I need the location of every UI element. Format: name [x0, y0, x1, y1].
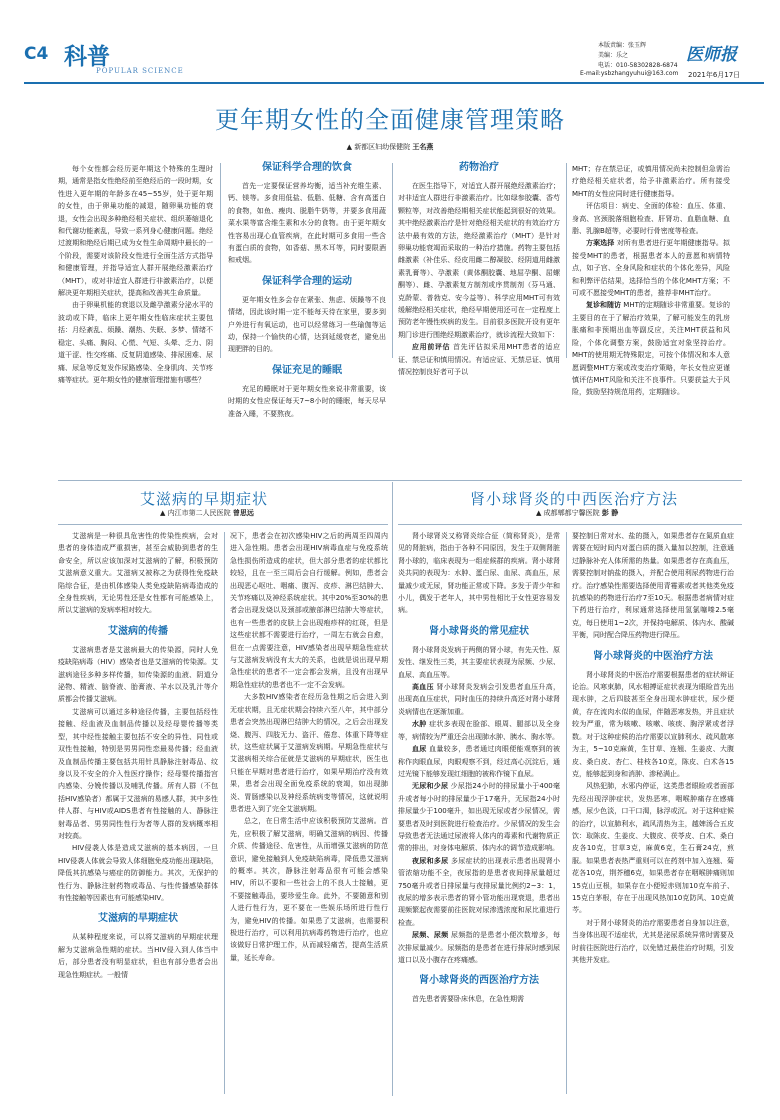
keyword: 方案选择 — [586, 239, 615, 248]
paragraph: 况下，患者会在初次感染HIV之后的两周至四周内进入急性期。患者会出现HIV病毒血症与免疫系统急性损伤所造成的症状，但大部分患者的症状都比较轻，且在一至三周后会自行缓解。例如，患者会出现恶心呕吐、咽痛、腹泻、皮疹、淋巴结肿大、关节疼痛以及神经系统症状。其中20%至30%的患者会出现发烧以及颈部或腋部淋巴结肿大等症状，也有一些患者的皮肤上会出现疱疹样的红斑，但是这些症状都不需要进行治疗，一周左右就会自愈，但在一点需要注意，HIV感染者出现早期急性症状与艾滋病发病没有太大的关系，也就是说出现早期急性症状的患者不一定会都会发病，且没有出现早期急性症状的患者也不一定不会发病。 — [230, 532, 388, 689]
article-byline — [536, 508, 618, 518]
editor-line: 本版责编：张玉辉 — [598, 42, 647, 49]
column-divider — [224, 532, 225, 1094]
paragraph-text: 尿频指的是患者小便次数增多，每次排尿量减少。尿频指的是患者在进行排尿时感到尿道口以及小腹存在疼痛感。 — [398, 931, 561, 964]
paragraph-text: 多尿症状的出现表示患者出现肾小管浓缩功能不全，夜尿指的是患者夜间排尿量超过750毫升或者日排尿量与夜排尿量比例约2~3：1，夜尿的增多表示患者的肾小管功能出现衰退，患者出现频繁起夜需要前往医院对尿渗透浓度和尿比重进行检查。 — [398, 856, 561, 927]
paragraph-text: 少尿指24小时的排尿量小于400毫升或者每小时的排尿量少于17毫升，无尿指24小时排尿量少于100毫升，如出现无尿或者少尿情况，需要患者及时到医院进行检查治疗。少尿情况的发生会导致患者无法通过尿液将人体内的毒素和代谢物质正常的排出，对身体电解质、体内水的调节造成影响。 — [398, 782, 560, 853]
editor-phone: 电话：010-58302828-6874 — [598, 62, 678, 69]
article-divider — [392, 482, 393, 1096]
subheading: 肾小球肾炎的西医治疗方法 — [419, 975, 539, 987]
article-column — [230, 530, 388, 1100]
keyword: 无尿和少尿 — [412, 782, 449, 791]
column-divider — [220, 163, 221, 358]
paragraph: 充足的睡眠对于更年期女性来说非常重要，该时期的女性应保证每天7~8小时的睡眠，每天尽早准备入睡，不要熬夜。 — [228, 384, 386, 418]
paragraph: HIV侵袭人体是造成艾滋病的基本病因，一旦HIV侵袭人体就会导致人体细胞免疫功能出现缺陷，降低其抗感染与癌症的防御能力。其次，无保护的性行为、静脉注射药物或毒品、与性传播感染群体有性接触等因素也有可能感染HIV。 — [58, 844, 218, 902]
paragraph-text: 首先评估拟采用MHT患者的适应证、禁忌证和慎用情况。有适应证、无禁忌证、慎用情况控制良好者可予以 — [398, 343, 560, 377]
editor-line: 美编：乐之 — [598, 52, 629, 59]
paragraph: 艾滋病是一种很具危害性的传染性疾病，会对患者的身体造成严重损害，甚至会威胁到患者的生命安全，所以应该加深对艾滋病的了解，积极预防艾滋病意义重大。艾滋病又被称之为获得性免疫缺陷综合征，是由机体感染人类免疫缺陷病毒造成的全身性疾病，无论男性还是女性都有可能感染上，所以艾滋病的发病率相对较大。 — [58, 532, 218, 615]
paragraph: 首先一定要保证营养均衡，适当补充维生素、钙、镁等。多食用低盐、低脂、低糖、含有高蛋白的食物，如鱼、瘦肉、脱脂牛奶等，并要多食用蔬菜水果等富含维生素和水分的食物。由于更年期女性容易出现心血管疾病，在此时期可多食用一些含有蛋白质的食物，如香菇、黑木耳等，同时要限酒和戒烟。 — [228, 182, 386, 265]
paragraph: 肾小球肾炎又称肾炎综合征（简称肾炎），是常见的肾脏病，指由于各种不同原因，发生于双侧肾脏肾小球的，临床表现为一组症候群的疾病。肾小球肾炎共同的表现为：水肿、蛋白尿、血尿、高血压，尿量减少或无尿，肾功能正常或下降。多发于青少年和小儿，偶发于老年人，其中男性相比于女性更容易发病。 — [398, 532, 560, 615]
column-divider — [566, 163, 567, 358]
keyword: 水肿 — [412, 720, 427, 729]
title-rule — [398, 524, 742, 525]
editor-email: E-mail:ysbzhangyuhui@163.com — [580, 70, 679, 77]
subheading: 保证充足的睡眠 — [272, 364, 342, 376]
byline-marker: ▲ — [346, 143, 352, 151]
paragraph: 肾小球肾炎发病于两侧的肾小球，有先天性、原发性、继发性三类，其主要症状表现为尿频、少尿、血尿、高血压等。 — [398, 645, 560, 679]
section-title: 科普 — [64, 44, 110, 70]
paragraph: 在医生指导下，对适宜人群开展绝经激素治疗；对非适宜人群进行非激素治疗。比如绿参胶囊、香芍颗粒等，对改善绝经期相关症状能起到很好的效果。其中绝经激素治疗是针对绝经相关症状的有效治疗方法中最有效的方法，绝经激素治疗（MHT）是针对卵巢功能衰竭而采取的一种治疗措施。药物主要包括雌激素（补佳乐、经皮用雌二醇凝胶、经阴道用雌激素乳膏等）、孕激素（黄体酮胶囊、地屈孕酮、屈螺酮等）、雌、孕激素复方制剂或序贯制剂（芬马通、克龄蒙、普勃克、安今益等）、科学应用MHT可有效缓解绝经相关症状，绝经早期使用还可在一定程度上预防老年慢性疾病的发生。目前很多医院开设有更年期门诊进行围绝经期激素治疗，就诊流程大致如下： — [398, 182, 560, 339]
byline-affiliation: 成都郫都宁馨医院 — [543, 509, 600, 517]
article-title: 艾滋病的早期症状 — [140, 490, 269, 508]
section-title-en: POPULAR SCIENCE — [96, 67, 184, 75]
keyword: 应用前评估 — [412, 343, 451, 352]
paragraph: 大多数HIV感染者在经历急性期之后会进入到无症状期，且无症状期会持续六至八年，其中部分患者会突然出现淋巴结肿大的情况，之后会出现发烧、腹泻、四肢无力、盗汗、倦怠、体重下降等症状，这些症状属于艾滋病发病期。早期急性症状与艾滋病相关综合征就是艾滋病的早期症状，医生也只能在早期对患者进行治疗，如果早期治疗没有效果，患者会出现全面免疫系统的衰竭，如出现肺炎、胃肠感染以及神经系统病变等情况，这就说明患者进入到了完全艾滋病期。 — [230, 693, 388, 813]
paragraph-text: 症状多表现在脸部、眼周、腿部以及全身等，病情较为严重还会出现肺水肿、胰水、胸水等。 — [398, 720, 560, 741]
article-column — [58, 163, 213, 384]
paragraph: 首先患者需要卧床休息，在急性期需 — [412, 995, 524, 1004]
paragraph: 更年期女性多会存在紧张、焦虑、烦躁等不良情绪，因此该时期一定不能每天待在家里，要多到户外进行有氧运动，也可以经常练习一些瑜伽等运动，保持一个愉快的心情，达到延缓衰老，避免出现肥胖的目的。 — [228, 295, 386, 354]
keyword: 血尿 — [412, 745, 427, 754]
subheading: 药物治疗 — [459, 162, 499, 173]
header-rule — [24, 82, 764, 84]
paragraph-text: 血量较多，患者通过肉眼便能观察到的被称作肉眼血尿，肉眼观察不到，经过高心沉淀后，通过光镜下能够发现红细胞的被称作镜下血尿。 — [398, 745, 560, 778]
paragraph: 要控制日常对水、盐的摄入，如果患者存在氮质血症需要在短时间内对蛋白质的摄入量加以控制，注意通过静脉补充人体所需的热量。如果患者存在高血压，需要控制对钠盐的摄入，并配合使用利尿药物进行治疗。治疗感染性需要选择使用青霉素或者其他类免疫抗感染的药物进行治疗7至10天。根据患者病情对症下药进行治疗，利尿通常选择使用氢氯噻嗪2.5毫克，每日使用1~2次，并保持电解质、体内水、酸碱平衡，同时配合降压药物进行降压。 — [572, 532, 734, 640]
issue-date: 2021年6月17日 — [688, 71, 741, 79]
byline-author: 曾思远 — [232, 509, 254, 517]
byline-author: 彭 静 — [601, 509, 619, 517]
subheading: 保证科学合理的饮食 — [262, 162, 352, 173]
paragraph: 从某种程度来说，可以将艾滋病的早期症状理解为艾滋病急性期的症状。当HIV侵入到人体当中后，部分患者没有明显症状，但也有部分患者会出现急性期症状。一般情 — [58, 933, 218, 979]
article-byline — [0, 142, 780, 152]
paragraph: 艾滋病患者是艾滋病最大的传染源，同时人免疫缺陷病毒（HIV）感染者也是艾滋病的传染源。艾滋病途径多种多样传播，如传染源的血液、阴道分泌物、精液、脑脊液、胎膏液、羊水以及乳汁等介质都会传播艾滋病。 — [58, 645, 218, 704]
keyword: 夜尿和多尿 — [412, 856, 449, 865]
subheading: 艾滋病的传播 — [108, 625, 168, 637]
subheading: 肾小球肾炎的中医治疗方法 — [593, 650, 713, 662]
paragraph: 总之，在日常生活中应该积极预防艾滋病。首先，应积极了解艾滋病，明确艾滋病的病因、传播介质、传播途径、危害性，从而增强艾滋病的防范意识，避免接触到人免疫缺陷病毒，降低患艾滋病的概率。其次，静脉注射毒品很有可能会感染HIV，所以不要和一些社会上的不良人士接触，更不要接触毒品，要珍爱生命。此外，不要随意和别人进行性行为，更不要在一些娱乐场所进行性行为，避免HIV的传播。如果患了艾滋病，也需要积极进行治疗，可以利用抗病毒药物进行治疗，也应该做好日常护理工作，从而减轻痛苦，提高生活质量，延长寿命。 — [230, 817, 388, 962]
paper-logo: 医师报 — [686, 45, 737, 65]
paragraph: MHT；存在禁忌证，或慎用情况尚未控制但急需治疗绝经相关症状者，给予非激素治疗。所有接受MHT的女性应同时进行健康指导。 — [572, 165, 730, 198]
paragraph: 由于卵巢机能的衰退以及雌孕激素分泌水平的波动或下降，临床上更年期女性临床症状主要包括：月经紊乱、烦躁、潮热、失眠、多梦、情绪不稳定、头痛、胸闷、心慌、气短、头晕、乏力、阴道干涩、性交疼痛、反复阴道感染、排尿困难、尿痛、尿急等反复发作尿路感染、全身肌肉、关节疼痛等症状。更年期女性的健康管理措施有哪些？ — [58, 301, 213, 384]
article-byline — [160, 508, 254, 518]
paragraph-text: MHT的定期随诊非常重要。复诊的主要目的在于了解治疗效果，了解可能发生的乳房胀痛和非预期出血等副反应，关注MHT获益和风险，个体化调整方案，鼓励适宜对象坚持治疗。MHT的使用期无特殊限定，可按个体情况和本人意愿调整MHT方案或改变治疗策略，年长女性应更谨慎评估MHT风险和关注不良事件。只要获益大于风险，鼓励坚持规范用药，定期随诊。 — [572, 301, 730, 397]
keyword: 高血压 — [412, 683, 434, 692]
subheading: 保证科学合理的运动 — [262, 275, 352, 287]
keyword: 尿频、尿频 — [412, 931, 449, 940]
column-divider — [392, 163, 393, 358]
keyword: 复诊和随访 — [586, 301, 622, 310]
paragraph-text: 对所有患者进行更年期健康指导。拟接受MHT的患者，根据患者本人的意愿和病情特点，如子宫、全身风险和症状的个体化差异，风险和利弊评估结果，选择恰当的个体化MHT方案；不可或不愿接受MHT的患者，推荐非MHT治疗。 — [572, 239, 731, 298]
page-number: C4 — [24, 44, 49, 64]
subheading: 肾小球肾炎的常见症状 — [429, 625, 529, 637]
paragraph: 艾滋病可以通过多种途径传播，主要包括经性接触、经血液及血制品传播以及经母婴传播等类型，其中经性接触主要包括不安全的异性、同性或双性性接触，特别是男男同性恋最易传播；经血液及血制品传播主要包括共用针具静脉注射毒品、纹身以及不安全的介入性医疗操作；经母婴传播指宫内感染、分娩传播以及哺乳传播。所有人群（不包括HIV感染者）都属于艾滋病的易感人群，其中多性伴人群、与HIV或AIDS患者有性接触的人、静脉注射毒品者、男男同性性行为者等人群的发病概率相对较高。 — [58, 707, 218, 840]
paragraph: 对于肾小球肾炎的治疗需要患者自身加以注意，当身体出现不适症状，尤其是泌尿系统异常时需要及时前往医院进行治疗，以免错过最佳治疗时期，引发其他并发症。 — [572, 918, 734, 964]
paragraph: 风热犯肺，水邪内停证，这类患者眼睑或者面部先经出现浮肿症状，发热恶寒，咽喉肿痛存在感痛感，尿少色淡，口干口渴，脉浮或沉。对于这种症候的治疗，以宣肺利水，疏风清热为主，越婢汤合五皮饮：取陈皮、生姜皮、大腹皮、茯苓皮、白术、桑白皮各10克，甘草3克，麻黄6克，生石膏24克，煎服。如果患者表热严重则可以在药剂中加入连翘、菊花各10克，荆芥穗6克，如果患者存在咽喉肿痛则加15克山豆根，如果存在小便短赤则加10克车前子、15克白茅根，存在于出现风热加10克防风、10克黄芩。 — [572, 782, 734, 915]
title-rule — [58, 524, 388, 525]
article-column — [398, 530, 560, 1100]
column-divider — [566, 532, 567, 1094]
article-column — [228, 160, 386, 418]
article-title: 更年期女性的全面健康管理策略 — [215, 106, 565, 134]
article-title: 肾小球肾炎的中西医治疗方法 — [470, 490, 679, 508]
paragraph: 肾小球肾炎的中医治疗需要根据患者的症状辩证论治。风寒束肺，风水相搏证症状表现为眼睑首先出现水肿，之后四肢甚至全身出现水肿症状，尿少便黄，存在流肉水似的血尿，伴随恶寒发热，并且症状较为严重，常为咳嗽、咳嗽、咳痰、胸浮紧或者浮数。对于这种症候的治疗需要以宣肺利水、疏风散寒为主，5~10克麻黄，生甘草、连翘、生姜皮、大腹皮、桑白皮、杏仁、桂枝各10克，陈皮、白术各15克，能够起到身和消肿、渗秘满止。 — [572, 670, 734, 778]
byline-author: 王名燕 — [412, 143, 434, 151]
byline-marker: ▲ — [536, 509, 542, 517]
paragraph: 评估项目：病史、全面的体检：血压、体重、身高、宫颈脱落细胞检查、肝肾功、血脂血糖、血脂、乳腺B超等，必要时行骨密度等检查。 — [572, 202, 730, 236]
byline-affiliation: 内江市第二人民医院 — [167, 509, 231, 517]
byline-affiliation: 新都区妇幼保健院 — [354, 143, 411, 151]
paragraph: 每个女性都会经历更年期这个特殊的生理时期，通常是指女性绝经前至绝经后的一段时期，女性进入更年期的年龄多在45~55岁，处于更年期的女性，由于卵巢功能的减退，随卵巢功能的衰退，女性会出现多种绝经相关症状、组织萎缩退化和代谢功能紊乱，导致一系列身心健康问题。绝经过渡期和绝经后期已成为女性生命周期中最长的一个阶段，需要对该阶段女性进行全面生活方式指导和健康管理，并指导适宜人群开展绝经激素治疗（MHT），或对非适宜人群进行非激素治疗，以便解决更年期相关症状，提高和改善其生命质量。 — [58, 165, 213, 298]
byline-marker: ▲ — [160, 509, 166, 517]
section-rule — [58, 480, 742, 481]
article-column — [58, 530, 218, 1100]
article-column — [572, 163, 731, 397]
paragraph-text: 肾小球肾炎发病会引发患者血压升高，出现高血压症状，同时血压的持续升高还对肾小球肾炎病情也在逐渐加重。 — [398, 683, 561, 716]
article-column — [572, 530, 734, 1100]
subheading: 艾滋病的早期症状 — [98, 913, 178, 925]
article-column — [398, 160, 560, 377]
